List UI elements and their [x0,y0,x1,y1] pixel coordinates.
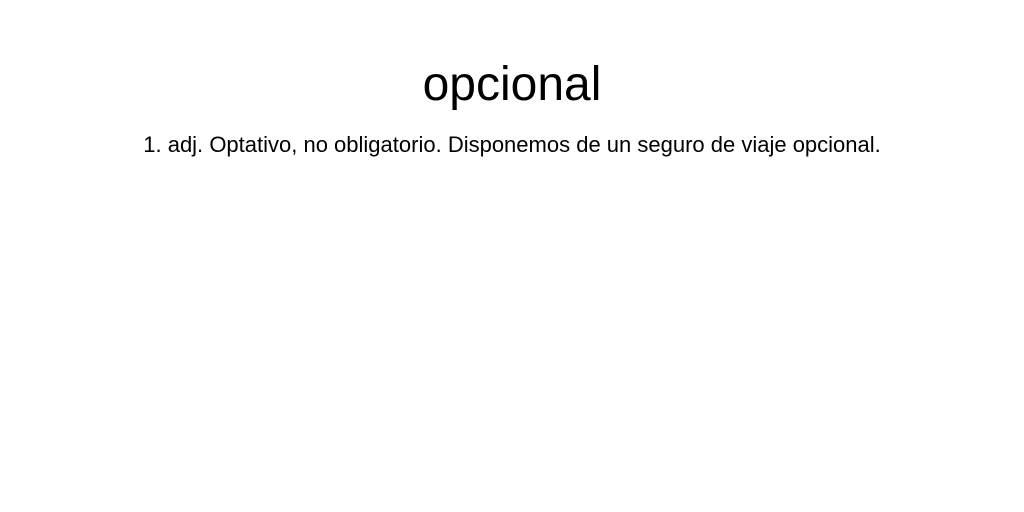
headword: opcional [422,58,602,111]
usage-example: Disponemos de un seguro de viaje opcional. [447,132,881,157]
definition-line [0,131,1024,159]
sense-number: 1. [143,132,162,157]
gloss: Optativo, no obligatorio. [209,132,442,157]
grammatical-category: adj. [167,132,204,157]
